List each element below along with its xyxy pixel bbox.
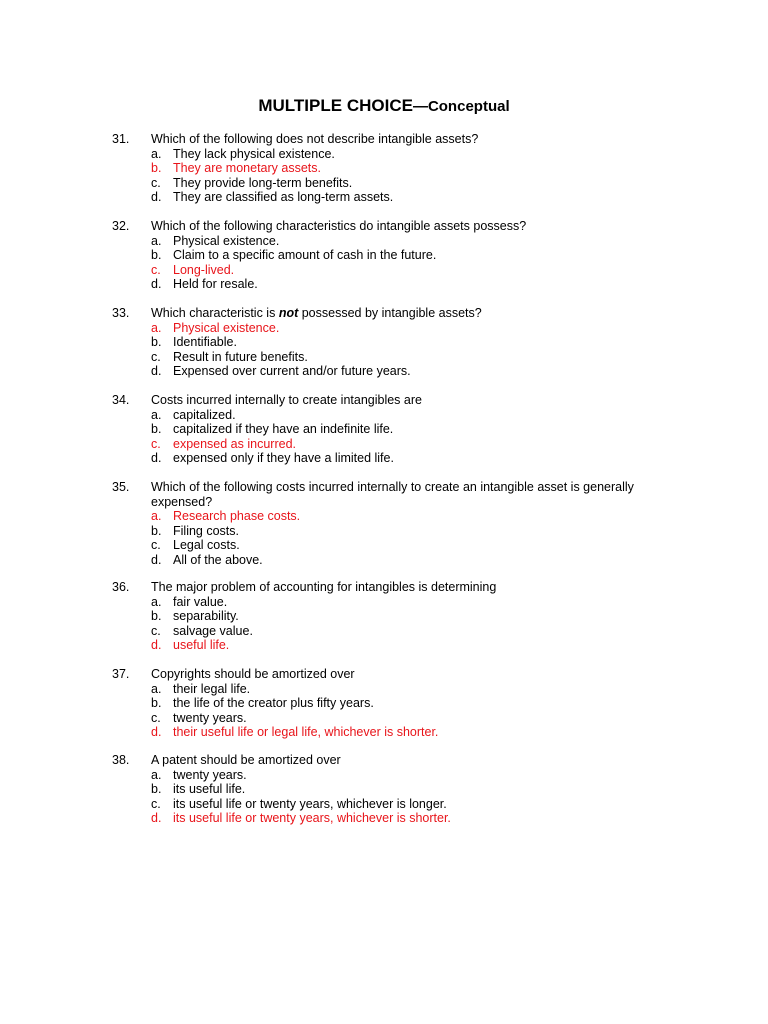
stem-text: Which characteristic is (151, 306, 279, 320)
choice-letter: b. (151, 609, 162, 623)
choice-letter: c. (151, 436, 161, 451)
title-main: MULTIPLE CHOICE (258, 96, 413, 115)
question-34 (112, 393, 692, 466)
choice-d (151, 190, 692, 205)
choice-b (151, 422, 692, 437)
choice-letter: a. (151, 767, 162, 782)
choice-text: Legal costs. (173, 538, 240, 552)
choice-list (151, 321, 692, 379)
choice-text: Physical existence. (173, 233, 280, 248)
choice-letter: b. (151, 696, 162, 710)
choice-d-correct (151, 638, 692, 653)
choice-d (151, 451, 692, 466)
choice-list (151, 234, 692, 292)
question-33 (112, 306, 692, 379)
choice-text: salvage value. (173, 623, 253, 638)
choice-letter: a. (151, 320, 162, 335)
choice-letter: c. (151, 710, 161, 725)
choice-text: Result in future benefits. (173, 349, 308, 364)
choice-text: They lack physical existence. (173, 146, 335, 161)
question-number: 33. (112, 306, 130, 320)
choice-c (151, 176, 692, 191)
choice-letter: a. (151, 681, 162, 696)
choice-a-correct (151, 321, 692, 336)
choice-letter: d. (151, 277, 162, 291)
choice-letter: a. (151, 146, 162, 161)
choice-text: twenty years. (173, 767, 247, 782)
choice-text: Claim to a specific amount of cash in the future. (173, 248, 437, 262)
choice-text: They provide long-term benefits. (173, 175, 353, 190)
choice-list (151, 408, 692, 466)
choice-b (151, 335, 692, 350)
choice-a-correct (151, 509, 692, 524)
choice-c (151, 711, 692, 726)
choice-list (151, 768, 692, 826)
choice-text: its useful life or twenty years, whichever is longer. (173, 796, 447, 811)
question-number: 37. (112, 667, 130, 681)
question-stem: Which of the following does not describe intangible assets? (151, 132, 479, 146)
question-36 (112, 580, 692, 653)
choice-text: their useful life or legal life, whichever is shorter. (173, 725, 439, 739)
choice-d-correct (151, 725, 692, 740)
choice-letter: a. (151, 594, 162, 609)
choice-c-correct (151, 263, 692, 278)
choice-letter: d. (151, 552, 162, 567)
choice-c (151, 624, 692, 639)
choice-b (151, 609, 692, 624)
choice-letter: a. (151, 233, 162, 248)
choice-text: Long-lived. (173, 262, 235, 277)
choice-letter: b. (151, 782, 162, 796)
question-32 (112, 219, 692, 292)
choice-list (151, 509, 692, 567)
choice-letter: c. (151, 796, 161, 811)
title-subtitle: —Conceptual (412, 98, 510, 115)
question-stem: A patent should be amortized over (151, 753, 341, 767)
question-stem: Copyrights should be amortized over (151, 667, 355, 681)
choice-letter: b. (151, 161, 162, 175)
page-title (0, 96, 768, 116)
choice-c-correct (151, 437, 692, 452)
choice-a (151, 768, 692, 783)
choice-c (151, 538, 692, 553)
choice-text: its useful life or twenty years, whichever is shorter. (173, 811, 451, 825)
question-35 (112, 480, 692, 567)
question-stem: Which of the following characteristics do intangible assets possess? (151, 219, 527, 233)
choice-text: expensed as incurred. (173, 436, 296, 451)
choice-d (151, 277, 692, 292)
choice-text: the life of the creator plus fifty years. (173, 696, 374, 710)
choice-letter: a. (151, 509, 162, 523)
choice-list (151, 595, 692, 653)
choice-letter: d. (151, 725, 162, 739)
choice-text: They are classified as long-term assets. (173, 190, 394, 204)
choice-text: Identifiable. (173, 335, 237, 349)
choice-list (151, 682, 692, 740)
choice-c (151, 797, 692, 812)
choice-b (151, 782, 692, 797)
choice-letter: d. (151, 364, 162, 378)
choice-a (151, 147, 692, 162)
choice-text: separability. (173, 609, 239, 623)
choice-text: They are monetary assets. (173, 161, 321, 175)
choice-letter: a. (151, 407, 162, 422)
question-stem: Which of the following costs incurred internally to create an intangible asset is generally expensed? (151, 480, 634, 509)
choice-letter: b. (151, 248, 162, 262)
choice-letter: d. (151, 638, 162, 652)
question-number: 35. (112, 480, 130, 494)
question-31 (112, 132, 692, 205)
question-stem (151, 306, 692, 321)
choice-text: their legal life. (173, 681, 251, 696)
choice-text: capitalized. (173, 407, 236, 422)
question-37 (112, 667, 692, 740)
question-number: 32. (112, 219, 130, 233)
choice-text: fair value. (173, 594, 228, 609)
choice-text: Filing costs. (173, 523, 239, 538)
choice-text: expensed only if they have a limited life. (173, 451, 394, 465)
choice-b (151, 696, 692, 711)
choice-letter: c. (151, 349, 161, 364)
choice-text: its useful life. (173, 782, 246, 796)
choice-text: Research phase costs. (173, 509, 301, 523)
choice-d (151, 364, 692, 379)
choice-text: Held for resale. (173, 277, 258, 291)
choice-a (151, 408, 692, 423)
choice-b-correct (151, 161, 692, 176)
question-number: 34. (112, 393, 130, 407)
question-number: 38. (112, 753, 130, 767)
choice-letter: c. (151, 175, 161, 190)
stem-emphasis: not (278, 306, 299, 320)
question-38 (112, 753, 692, 826)
choice-letter: c. (151, 262, 161, 277)
stem-text: possessed by intangible assets? (298, 306, 482, 320)
question-number: 36. (112, 580, 130, 594)
choice-c (151, 350, 692, 365)
choice-text: twenty years. (173, 710, 247, 725)
choice-letter: d. (151, 190, 162, 204)
question-stem: The major problem of accounting for intangibles is determining (151, 580, 497, 594)
choice-text: capitalized if they have an indefinite life. (173, 422, 394, 436)
choice-d (151, 553, 692, 568)
choice-list (151, 147, 692, 205)
choice-a (151, 595, 692, 610)
choice-b (151, 248, 692, 263)
question-stem: Costs incurred internally to create intangibles are (151, 393, 422, 407)
choice-letter: c. (151, 538, 161, 552)
choice-text: useful life. (173, 638, 230, 652)
choice-letter: b. (151, 422, 162, 436)
choice-a (151, 234, 692, 249)
choice-letter: d. (151, 811, 162, 825)
choice-text: All of the above. (173, 552, 263, 567)
choice-a (151, 682, 692, 697)
choice-text: Physical existence. (173, 320, 280, 335)
choice-b (151, 524, 692, 539)
choice-letter: b. (151, 335, 162, 349)
choice-letter: b. (151, 523, 162, 538)
choice-d-correct (151, 811, 692, 826)
choice-text: Expensed over current and/or future years. (173, 364, 411, 378)
choice-letter: c. (151, 623, 161, 638)
question-number: 31. (112, 132, 130, 146)
choice-letter: d. (151, 451, 162, 465)
